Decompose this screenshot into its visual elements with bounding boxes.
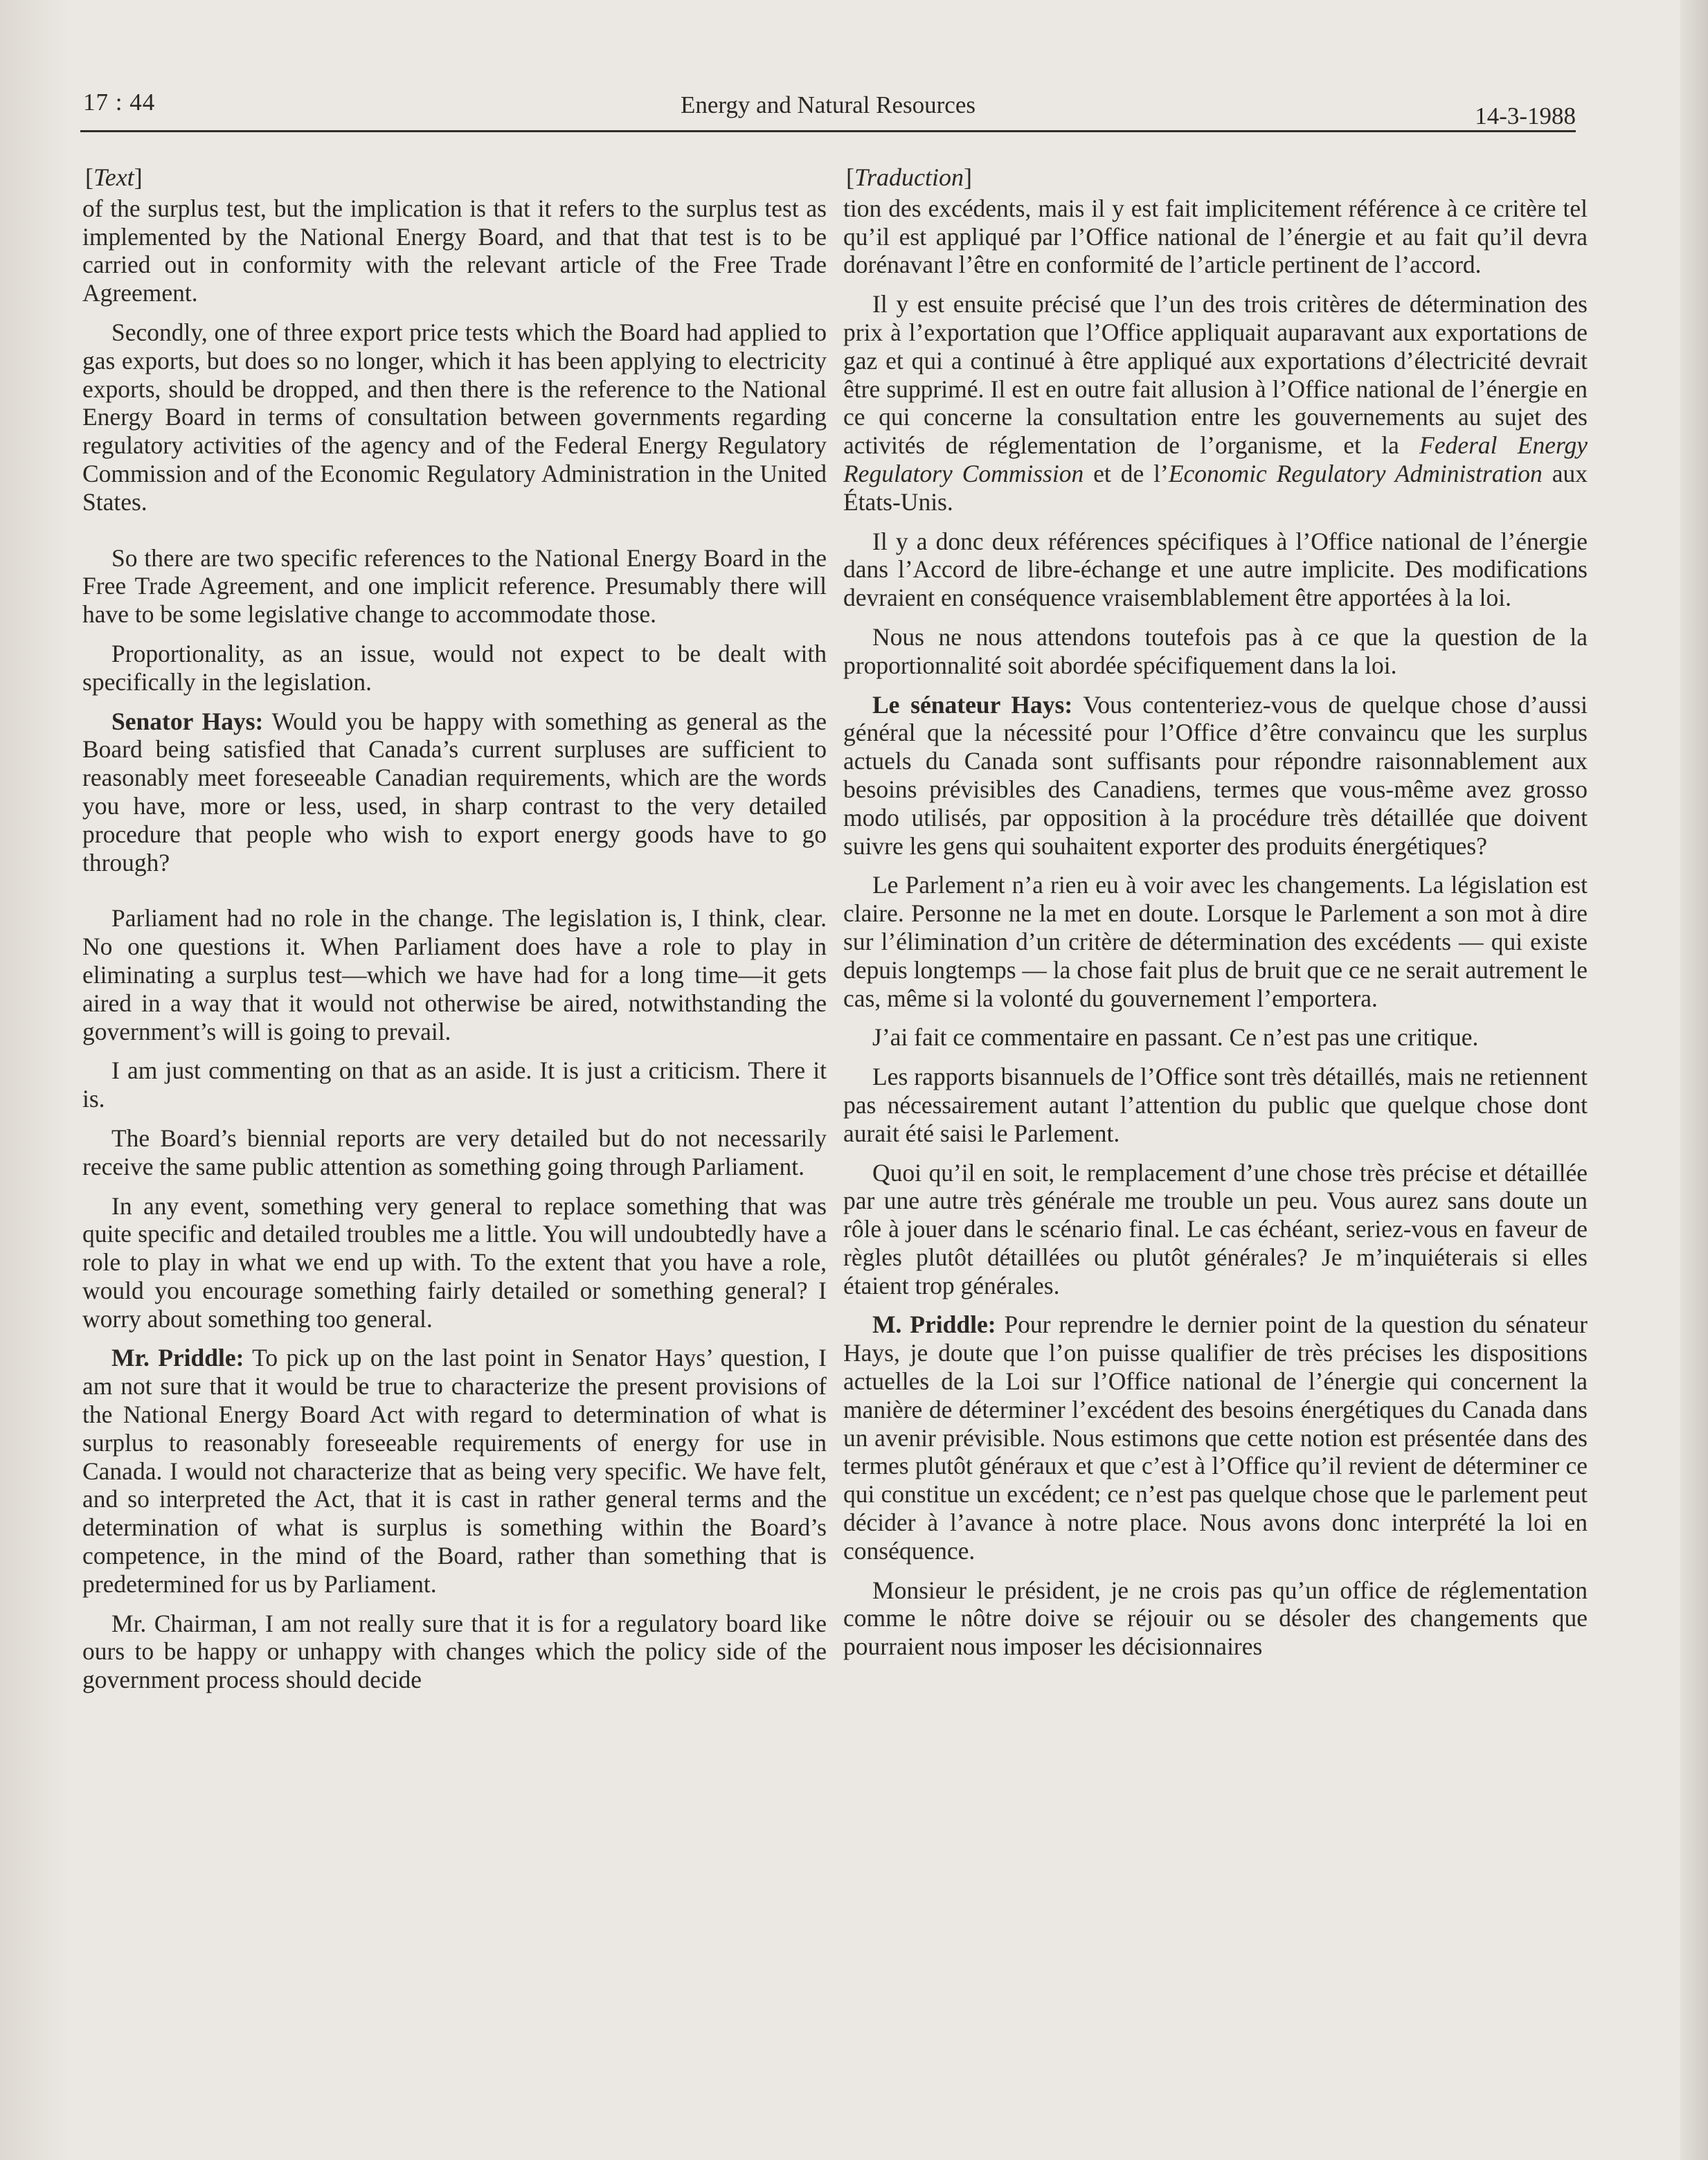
paragraph: The Board’s biennial reports are very detailed but do not necessarily receive the same public attention as something going through Parliament.: [82, 1124, 827, 1180]
paragraph: Il y a donc deux références spécifiques à l’Office national de l’énergie dans l’Accord de libre-échange et une autre implicite. Des modifications devraient en conséquence vraisemblablement être apportées à la loi.: [843, 527, 1588, 612]
paragraph: Secondly, one of three export price tests which the Board had applied to gas exports, but does so no longer, which it has been applying to electricity exports, should be dropped, and then there is the reference to the National Energy Board in terms of consultation between governments regarding regulatory activities of the agency and of the Federal Energy Regulatory Commission and of the Economic Regulatory Administration in the United States.: [82, 318, 827, 516]
paragraph: Les rapports bisannuels de l’Office sont très détaillés, mais ne retiennent pas nécessairement autant l’attention du public que quelque chose dont aurait été saisi le Parlement.: [843, 1063, 1588, 1147]
paragraph: Nous ne nous attendons toutefois pas à ce que la question de la proportionnalité soit abordée spécifiquement dans la loi.: [843, 622, 1588, 679]
french-column: [843, 163, 1588, 1672]
paragraph: M. Priddle: Pour reprendre le dernier point de la question du sénateur Hays, je doute que l’on puisse qualifier de très précises les dispositions actuelles de la Loi sur l’Office national de l’énergie qui concernent la manière de déterminer l’excédent des besoins énergétiques du Canada dans un avenir prévisible. Nous estimons que cette notion est présentée dans des termes plutôt généraux et que c’est à l’Office qu’il revient de déterminer ce qui constitue un excédent; ce n’est pas quelque chose que le parlement peut décider à l’avance à notre place. Nous avons donc interprété la loi en conséquence.: [843, 1311, 1588, 1565]
page-edge-shadow: [0, 0, 69, 2160]
paragraph: In any event, something very general to replace something that was quite specific and detailed troubles me a little. You will undoubtedly have a role to play in what we end up with. To the extent that you have a role, would you encourage something fairly detailed or something general? I worry about something too general.: [82, 1191, 827, 1333]
paragraph: of the surplus test, but the implication is that it refers to the surplus test as implemented by the National Energy Board, and that that test is to be carried out in conformity with the relevant article of the Free Trade Agreement.: [82, 194, 827, 307]
paragraph: Mr. Priddle: To pick up on the last point in Senator Hays’ question, I am not sure that it would be true to characterize the present provisions of the National Energy Board Act with regard to determination of what is surplus to reasonably foreseeable requirements of energy for use in Canada. I would not characterize that as being very specific. We have felt, and so interpreted the Act, that it is cast in rather general terms and the determination of what is surplus is something within the Board’s competence, in the mind of the Board, rather than something that is predetermined for us by Parliament.: [82, 1344, 827, 1598]
english-column: [82, 163, 827, 1705]
speaker-name: Le sénateur Hays:: [872, 690, 1073, 719]
paragraph: Le Parlement n’a rien eu à voir avec les changements. La législation est claire. Personne ne la met en doute. Lorsque le Parlement a son mot à dire sur l’élimination d’un critère de détermination des excédents — qui existe depuis longtemps — la chose fait plus de bruit que ce ne serait autrement le cas, même si la volonté du gouvernement l’emportera.: [843, 871, 1588, 1012]
paragraph: J’ai fait ce commentaire en passant. Ce n’est pas une critique.: [872, 1023, 1479, 1052]
french-column-label: [Traduction]: [846, 163, 973, 191]
paragraph: Senator Hays: Would you be happy with something as general as the Board being satisfied that Canada’s current surpluses are sufficient to reasonably meet foreseeable Canadian requirements, which are the words you have, more or less, used, in sharp contrast to the very detailed procedure that people who wish to export energy goods have to go through?: [82, 707, 827, 876]
paragraph: Mr. Chairman, I am not really sure that it is for a regulatory board like ours to be happy or unhappy with changes which the policy side of the government process should decide: [82, 1609, 827, 1694]
speaker-name: Senator Hays:: [111, 707, 264, 735]
paragraph: Quoi qu’il en soit, le remplacement d’une chose très précise et détaillée par une autre très générale me trouble un peu. Vous aurez sans doute un rôle à jouer dans le scénario final. Le cas échéant, seriez-vous en faveur de règles plutôt détaillées ou plutôt générales? Je m’inquiéterais si elles étaient trop générales.: [843, 1158, 1588, 1299]
english-column-label: [Text]: [85, 163, 143, 191]
paragraph: Parliament had no role in the change. The legislation is, I think, clear. No one questions it. When Parliament does have a role to play in eliminating a surplus test—which we have had for a long time—it gets aired in a way that it would not otherwise be aired, notwithstanding the government’s will is going to prevail.: [82, 904, 827, 1045]
paragraph: tion des excédents, mais il y est fait implicitement référence à ce critère tel qu’il est appliqué par l’Office national de l’énergie et au fait qu’il devra dorénavant l’être en conformité de l’article pertinent de l’accord.: [843, 194, 1588, 279]
paragraph: So there are two specific references to the National Energy Board in the Free Trade Agreement, and one implicit reference. Presumably there will have to be some legislative change to accommodate those.: [82, 543, 827, 629]
page-folio: 17 : 44: [83, 89, 156, 116]
speaker-name: Mr. Priddle:: [111, 1344, 244, 1372]
paragraph: Le sénateur Hays: Vous contenteriez-vous de quelque chose d’aussi général que la nécessité pour l’Office d’être convaincu que les surplus actuels du Canada sont suffisants pour répondre raisonnablement aux besoins prévisibles des Canadiens, termes que vous-même avez grosso modo utilisés, par opposition à la procédure très détaillée que doivent suivre les gens qui souhaitent exporter des produits énergétiques?: [843, 690, 1588, 860]
paragraph: Il y est ensuite précisé que l’un des trois critères de détermination des prix à l’exportation que l’Office appliquait auparavant aux exportations de gaz et qui a continué à être appliqué aux exportations d’électricité devrait être supprimé. Il est en outre fait allusion à l’Office national de l’énergie en ce qui concerne la consultation entre les gouvernements au sujet des activités de réglementation de l’organisme, et la Federal Energy Regulatory Commission et de l’Economic Regulatory Administration aux États-Unis.: [843, 290, 1588, 516]
paragraph: Proportionality, as an issue, would not expect to be dealt with specifically in the legislation.: [82, 639, 827, 696]
paragraph: Monsieur le président, je ne crois pas qu’un office de réglementation comme le nôtre doive se réjouir ou se désoler des changements que pourraient nous imposer les décisionnaires: [843, 1576, 1588, 1661]
committee-title: Energy and Natural Resources: [680, 91, 976, 118]
page-edge-right: [1680, 0, 1708, 2160]
speaker-name: M. Priddle:: [872, 1311, 996, 1339]
paragraph: I am just commenting on that as an aside. It is just a criticism. There it is.: [82, 1056, 827, 1113]
sitting-date: 14-3-1988: [1475, 102, 1576, 129]
running-header: [80, 82, 1576, 132]
